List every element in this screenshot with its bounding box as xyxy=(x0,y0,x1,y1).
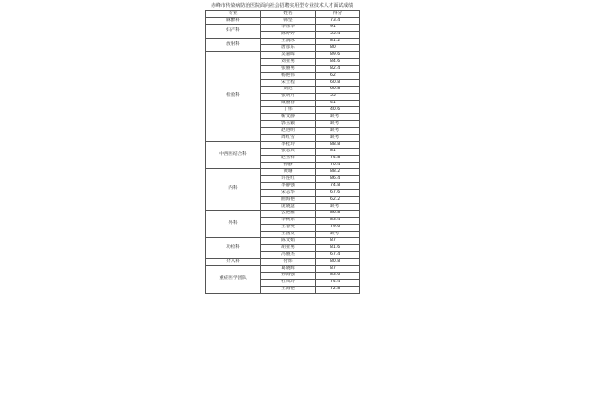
table-row xyxy=(206,17,360,24)
name-cell: 郭玉颖 xyxy=(261,121,316,128)
table-row xyxy=(206,259,360,266)
name-cell: 陈文娟 xyxy=(261,238,316,245)
name-cell: 丁伟 xyxy=(261,107,316,114)
name-cell: 李静强 xyxy=(261,183,316,190)
name-cell: 王春英 xyxy=(261,224,316,231)
table-row xyxy=(206,210,360,217)
table-header-row xyxy=(206,11,360,18)
score-cell: 60.8 xyxy=(316,86,360,93)
name-cell: 张丽男 xyxy=(261,66,316,73)
name-cell: 王国友 xyxy=(261,231,316,238)
name-cell: 咸丽春 xyxy=(261,100,316,107)
score-cell: 缺考 xyxy=(316,203,360,210)
score-cell: 80 xyxy=(316,45,360,52)
name-cell: 刘迟 xyxy=(261,86,316,93)
table-row xyxy=(206,52,360,59)
score-cell: 73.4 xyxy=(316,17,360,24)
table-row xyxy=(206,169,360,176)
score-cell: 83.6 xyxy=(316,272,360,279)
name-cell: 杨艳伟 xyxy=(261,73,316,80)
name-cell: 赵进明 xyxy=(261,128,316,135)
name-cell: 曲海艳 xyxy=(261,197,316,204)
name-cell: 宋志华 xyxy=(261,190,316,197)
document-title: 赤峰市传染病防治医院面向社会招聘实用型专业技术人才面试成绩 xyxy=(210,3,354,9)
score-cell: 55 xyxy=(316,93,360,100)
score-cell: 缺考 xyxy=(316,128,360,135)
dept-cell: 放射科 xyxy=(206,38,261,52)
score-cell: 74.8 xyxy=(316,183,360,190)
score-cell: 67.4 xyxy=(316,252,360,259)
score-cell: 88.8 xyxy=(316,141,360,148)
name-cell: 吴嘉晖 xyxy=(261,52,316,59)
score-cell: 88.2 xyxy=(316,169,360,176)
score-cell: 86.8 xyxy=(316,210,360,217)
table-row xyxy=(206,238,360,245)
name-cell: 唐彦东 xyxy=(261,45,316,52)
name-cell: 庞晓慧 xyxy=(261,203,316,210)
header-score: 得分 xyxy=(316,11,360,18)
score-cell: 80.8 xyxy=(316,259,360,266)
score-cell: 84.6 xyxy=(316,59,360,66)
name-cell: 刘亚男 xyxy=(261,59,316,66)
name-cell: 黄珊 xyxy=(261,169,316,176)
score-cell: 70.4 xyxy=(316,162,360,169)
score-cell: 60.8 xyxy=(316,79,360,86)
name-cell: 么艳雁 xyxy=(261,210,316,217)
table-row xyxy=(206,24,360,31)
score-cell: 缺考 xyxy=(316,135,360,142)
score-cell: 40.6 xyxy=(316,107,360,114)
header-dept: 专业 xyxy=(206,11,261,18)
name-cell: 王润冰 xyxy=(261,38,316,45)
table-row xyxy=(206,265,360,272)
name-cell: 周红雪 xyxy=(261,135,316,142)
score-cell: 41 xyxy=(316,100,360,107)
table-row xyxy=(206,141,360,148)
score-cell: 81.2 xyxy=(316,38,360,45)
header-name: 姓名 xyxy=(261,11,316,18)
score-cell: 55.4 xyxy=(316,31,360,38)
dept-cell: 内科 xyxy=(206,169,261,210)
name-cell: 张明月 xyxy=(261,93,316,100)
score-cell: 81.6 xyxy=(316,245,360,252)
score-cell: 62 xyxy=(316,73,360,80)
score-cell: 87 xyxy=(316,265,360,272)
score-cell: 72.8 xyxy=(316,286,360,293)
dept-cell: 介入科 xyxy=(206,259,261,266)
score-cell: 缺考 xyxy=(316,114,360,121)
score-document xyxy=(205,3,359,294)
name-cell: 王海艳 xyxy=(261,286,316,293)
dept-cell: 中西医结合科 xyxy=(206,141,261,169)
name-cell: 孙海强 xyxy=(261,272,316,279)
name-cell: 韩坚 xyxy=(261,17,316,24)
dept-cell: 功检科 xyxy=(206,238,261,259)
table-row xyxy=(206,38,360,45)
dept-cell: 重症医学团队 xyxy=(206,265,261,293)
dept-cell: 外科 xyxy=(206,210,261,238)
score-cell: 缺考 xyxy=(316,121,360,128)
name-cell: 宋士程 xyxy=(261,79,316,86)
name-cell: 张志宾 xyxy=(261,148,316,155)
score-cell: 86.4 xyxy=(316,176,360,183)
score-cell: 62.2 xyxy=(316,197,360,204)
name-cell: 许连红 xyxy=(261,176,316,183)
name-cell: 冯丽杰 xyxy=(261,252,316,259)
score-table xyxy=(205,10,360,294)
name-cell: 付炜 xyxy=(261,259,316,266)
dept-cell: 妇产科 xyxy=(206,24,261,38)
name-cell: 靳文静 xyxy=(261,114,316,121)
table-body xyxy=(206,17,360,293)
name-cell: 赵玉祥 xyxy=(261,155,316,162)
name-cell: 陈婷婷 xyxy=(261,31,316,38)
score-cell: 91 xyxy=(316,24,360,31)
name-cell: 孙静 xyxy=(261,162,316,169)
name-cell: 杜凤玲 xyxy=(261,279,316,286)
dept-cell: 麻醉科 xyxy=(206,17,261,24)
score-cell: 67.6 xyxy=(316,190,360,197)
score-cell: 89.6 xyxy=(316,52,360,59)
name-cell: 李东华 xyxy=(261,24,316,31)
score-cell: 缺考 xyxy=(316,231,360,238)
name-cell: 李树东 xyxy=(261,217,316,224)
score-cell: 74.4 xyxy=(316,279,360,286)
score-cell: 83.4 xyxy=(316,217,360,224)
score-cell: 79.6 xyxy=(316,224,360,231)
score-cell: 82.4 xyxy=(316,66,360,73)
score-cell: 87 xyxy=(316,238,360,245)
score-cell: 74.8 xyxy=(316,155,360,162)
name-cell: 葛晓辉 xyxy=(261,265,316,272)
name-cell: 李桂玲 xyxy=(261,141,316,148)
score-cell: 81 xyxy=(316,148,360,155)
dept-cell: 检验科 xyxy=(206,52,261,142)
name-cell: 胡亚男 xyxy=(261,245,316,252)
